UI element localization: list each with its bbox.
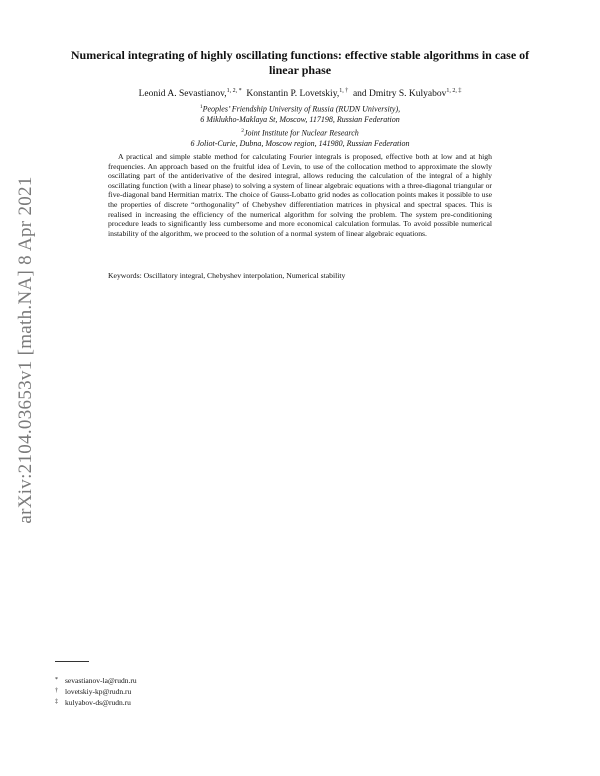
- paper-title: Numerical integrating of highly oscillating functions: effective stable algorithms in case of linear phase: [70, 48, 530, 77]
- author-marks: 1, †: [339, 88, 349, 94]
- footnote-email: * sevastianov-la@rudn.ru: [55, 676, 137, 685]
- author-name: and Dmitry S. Kulyabov: [352, 89, 447, 100]
- footnotes: [55, 675, 355, 708]
- keywords: Keywords: Oscillatory integral, Chebyshev interpolation, Numerical stability: [108, 271, 346, 280]
- footnote-email: † lovetskiy-kp@rudn.ru: [55, 687, 132, 696]
- affiliations: [90, 102, 510, 149]
- author-name: Leonid A. Sevastianov,: [138, 89, 227, 100]
- arxiv-identifier: arXiv:2104.03653v1 [math.NA] 8 Apr 2021: [15, 176, 36, 524]
- affiliation-2-line-2: 6 Joliot-Curie, Dubna, Moscow region, 141980, Russian Federation: [190, 138, 410, 148]
- arxiv-sidebar-stamp: [6, 140, 46, 560]
- abstract: A practical and simple stable method for calculating Fourier integrals is proposed, effective both at low and at high frequencies. An approach based on the fruitful idea of Levin, to use of the collocation method to approximate the slowly oscillating part of the antiderivative of the desired integral, allows reducing the calculation of the integral of a highly oscillating function (with a linear phase) to solving a system of linear algebraic equations with a three-diagonal triangular or five-diagonal band Hermitian matrix. The choice of Gauss-Lobatto grid nodes as collocation points makes it possible to use the properties of discrete “orthogonality” of Chebyshev differentiation matrices in physical and spectral spaces. This is realised in increasing the efficiency of the numerical algorithm for solving the problem. The system pre-conditioning procedure leads to significantly less cumbersome and more economical calculation formulas. To avoid possible numerical instability of the algorithm, we proceed to the solution of a normal system of linear algebraic equations.: [108, 152, 492, 238]
- affiliation-1-line-1: $^1$Peoples’ Friendship University of Russia (RUDN University),: [199, 104, 401, 114]
- author-name: Konstantin P. Lovetskiy,: [246, 89, 340, 100]
- affiliation-2-line-1: $^2$Joint Institute for Nuclear Research: [241, 127, 359, 138]
- author-list: [60, 88, 540, 99]
- affiliation-1-line-2: 6 Miklukho-Maklaya St, Moscow, 117198, Russian Federation: [200, 115, 400, 125]
- author-marks: 1, 2, *: [226, 88, 242, 94]
- footnote-divider: [55, 661, 89, 662]
- author-marks: 1, 2, ‡: [446, 88, 462, 94]
- footnote-email: ‡ kulyabov-ds@rudn.ru: [55, 698, 131, 707]
